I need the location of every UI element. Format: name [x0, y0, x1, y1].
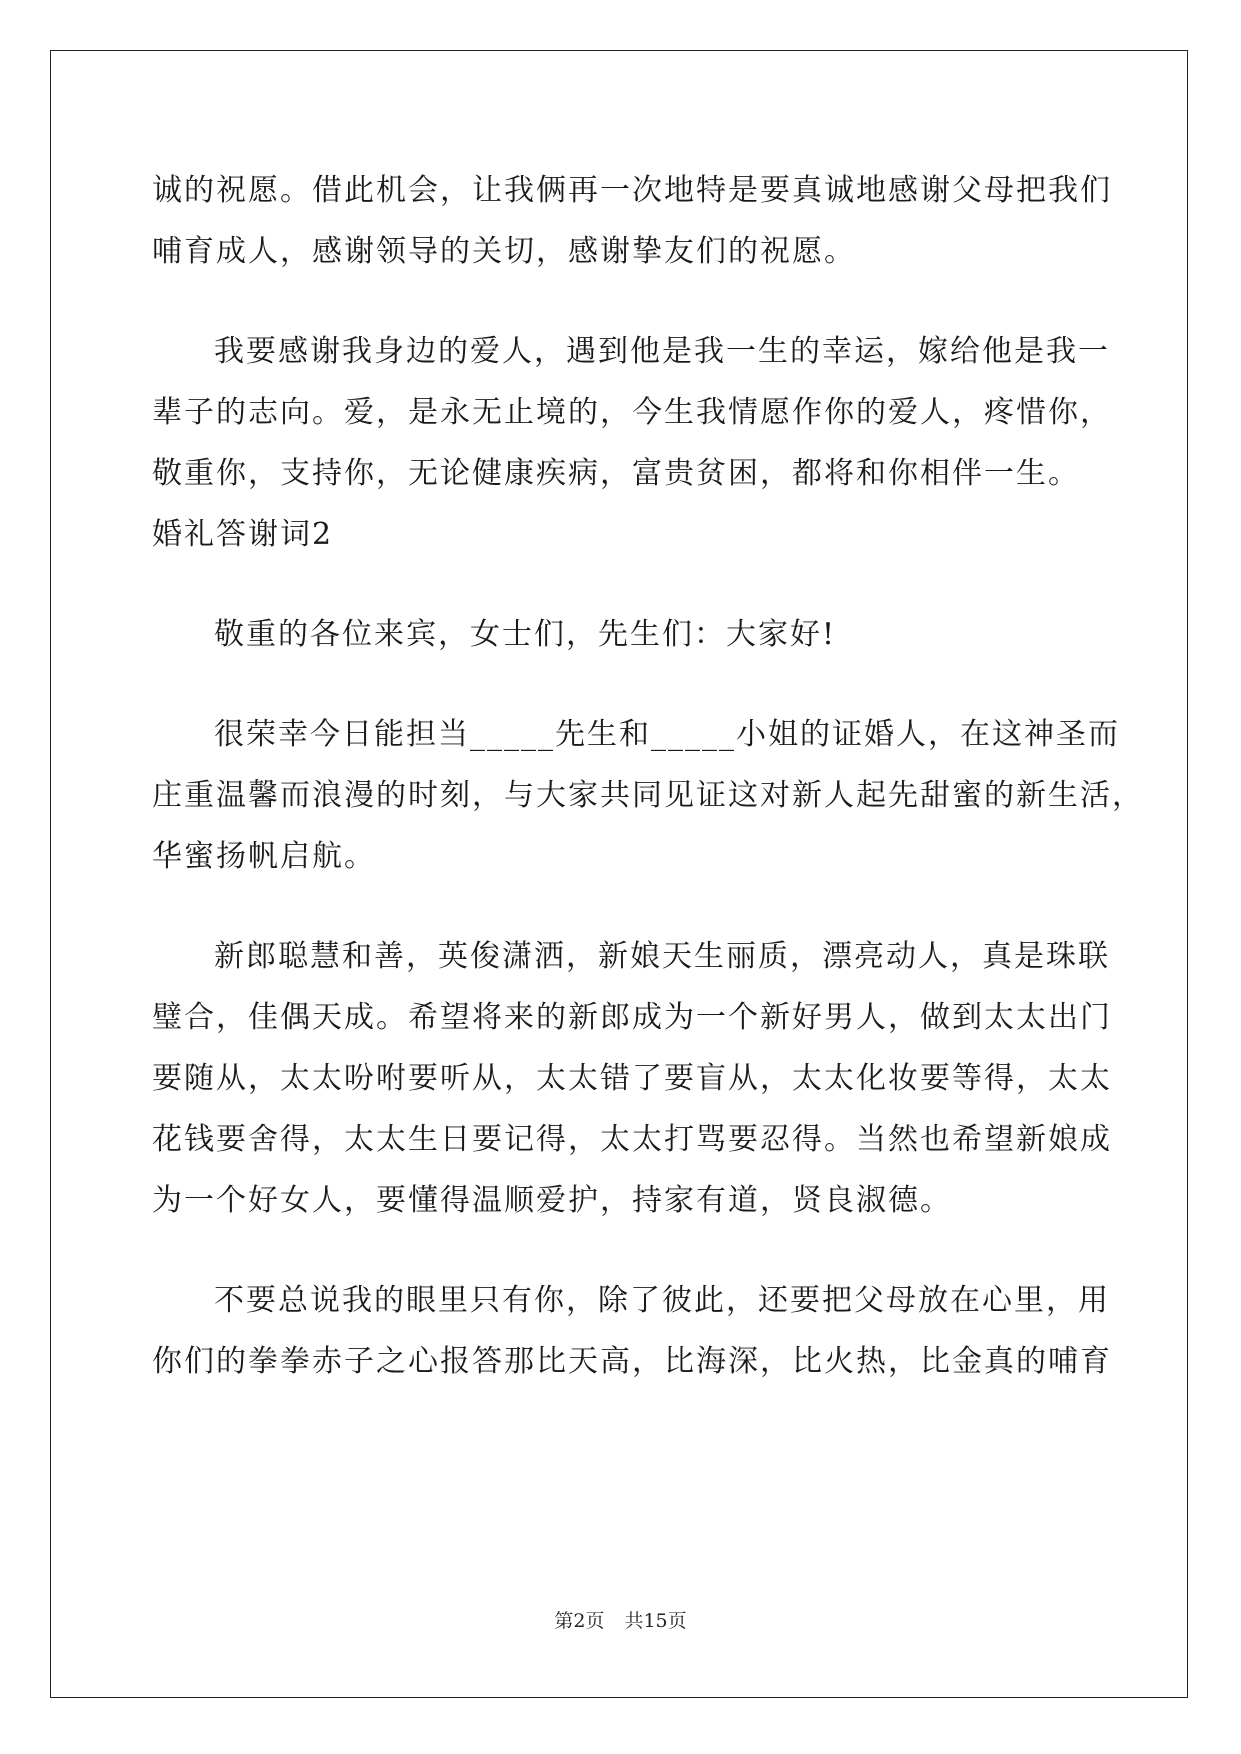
greeting-line: 敬重的各位来宾，女士们，先生们：大家好!	[214, 617, 837, 652]
text-line: 诚的祝愿。借此机会，让我俩再一次地特是要真诚地感谢父母把我们	[152, 173, 1112, 208]
section-heading: 婚礼答谢词2	[152, 517, 334, 552]
paragraph-start: 不要总说我的眼里只有你，除了彼此，还要把父母放在心里，用	[214, 1283, 1110, 1318]
page-number: 第2页	[554, 1610, 605, 1632]
paragraph-start: 新郎聪慧和善，英俊潇洒，新娘天生丽质，漂亮动人，真是珠联	[214, 939, 1110, 974]
text-line: 你们的拳拳赤子之心报答那比天高，比海深，比火热，比金真的哺育	[152, 1344, 1112, 1379]
text-line: 要随从，太太吩咐要听从，太太错了要盲从，太太化妆要等得，太太	[152, 1061, 1112, 1096]
text-line: 花钱要舍得，太太生日要记得，太太打骂要忍得。当然也希望新娘成	[152, 1122, 1112, 1157]
paragraph-start: 很荣幸今日能担当_____先生和_____小姐的证婚人，在这神圣而	[214, 717, 1120, 752]
paragraph-start: 我要感谢我身边的爱人，遇到他是我一生的幸运，嫁给他是我一	[214, 334, 1110, 369]
document-body	[152, 160, 1144, 1392]
page-footer	[0, 1606, 1241, 1633]
text-line: 哺育成人，感谢领导的关切，感谢挚友们的祝愿。	[152, 234, 856, 269]
page-total: 共15页	[624, 1610, 687, 1632]
text-line: 璧合，佳偶天成。希望将来的新郎成为一个新好男人，做到太太出门	[152, 1000, 1112, 1035]
text-line: 敬重你，支持你，无论健康疾病，富贵贫困，都将和你相伴一生。	[152, 456, 1080, 491]
text-line: 华蜜扬帆启航。	[152, 839, 376, 874]
text-line: 辈子的志向。爱，是永无止境的，今生我情愿作你的爱人，疼惜你，	[152, 395, 1112, 430]
text-line: 庄重温馨而浪漫的时刻，与大家共同见证这对新人起先甜蜜的新生活，	[152, 778, 1144, 813]
text-line: 为一个好女人，要懂得温顺爱护，持家有道，贤良淑德。	[152, 1183, 952, 1218]
